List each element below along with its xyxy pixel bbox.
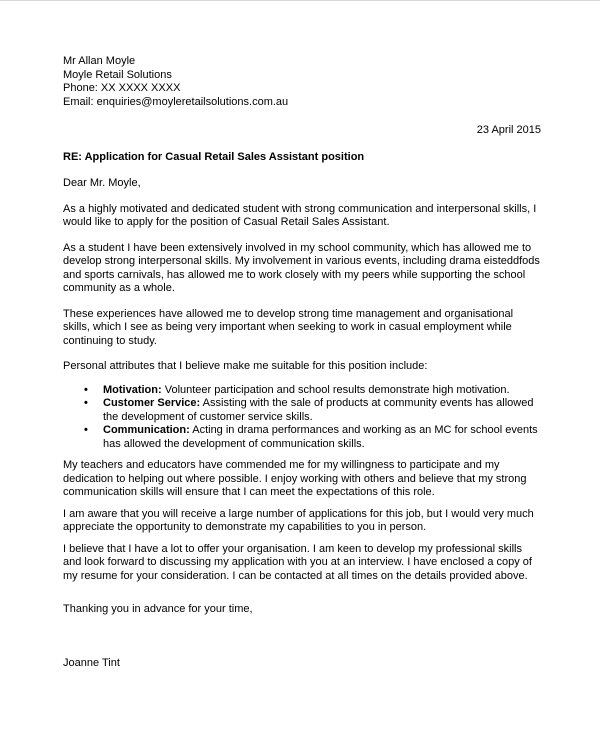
- sender-address: [63, 55, 541, 109]
- attribute-text: Assisting with the sale of products at community events has allowed the development of customer service skills.: [103, 397, 534, 423]
- paragraph-community: As a student I have been extensively involved in my school community, which has allowed me to develop strong interpersonal skills. My involvement in various events, including drama eisteddfods and sports carnivals, has allowed me to work closely with my peers while supporting the school community as a whole.: [63, 241, 540, 294]
- paragraph-commendation: My teachers and educators have commended me for my willingness to participate and my dedication to helping out where possible. I enjoy working with others and believe that my strong communication skills will ensure that I can meet the expectations of this role.: [63, 459, 527, 498]
- sender-company: Moyle Retail Solutions: [63, 68, 172, 81]
- paragraph-experience: These experiences have allowed me to develop strong time management and organisational skills, which I see as being very important when seeking to work in casual employment while continuing to study.: [63, 307, 514, 347]
- attribute-text: Acting in drama performances and working as an MC for school events has allowed the development of communication skills.: [103, 424, 538, 450]
- letter-subject: RE: Application for Casual Retail Sales Assistant position: [63, 150, 365, 163]
- letter-signature: Joanne Tint: [63, 656, 120, 669]
- attribute-label: Motivation:: [103, 383, 162, 396]
- letter-closing: Thanking you in advance for your time,: [63, 603, 253, 615]
- attribute-label: Customer Service:: [103, 397, 201, 409]
- attributes-list: [63, 384, 541, 452]
- paragraph-opportunity: I am aware that you will receive a large number of applications for this job, but I would very much appreciate the opportunity to demonstrate my capabilities to you in person.: [63, 507, 534, 533]
- list-item: [103, 384, 541, 398]
- paragraph-attributes-intro: Personal attributes that I believe make me suitable for this position include:: [63, 360, 428, 372]
- list-item: [103, 397, 541, 424]
- sender-email: Email: enquiries@moyleretailsolutions.com.au: [63, 95, 289, 108]
- letter-date: 23 April 2015: [476, 124, 541, 136]
- paragraph-intro: As a highly motivated and dedicated student with strong communication and interpersonal skills, I would like to apply for the position of Casual Retail Sales Assistant.: [63, 202, 537, 228]
- list-item: [103, 424, 541, 451]
- letter-greeting: Dear Mr. Moyle,: [63, 177, 141, 189]
- paragraph-offer: I believe that I have a lot to offer your organisation. I am keen to develop my professional skills and look forward to discussing my application with you at an interview. I have enclosed a copy of my resume for your consideration. I can be contacted at all times on the details provided above.: [63, 542, 532, 582]
- attribute-label: Communication:: [103, 424, 190, 436]
- attribute-text: Volunteer participation and school results demonstrate high motivation.: [161, 383, 510, 396]
- sender-name: Mr Allan Moyle: [63, 55, 136, 67]
- sender-phone: Phone: XX XXXX XXXX: [63, 82, 181, 94]
- cover-letter: [63, 55, 541, 670]
